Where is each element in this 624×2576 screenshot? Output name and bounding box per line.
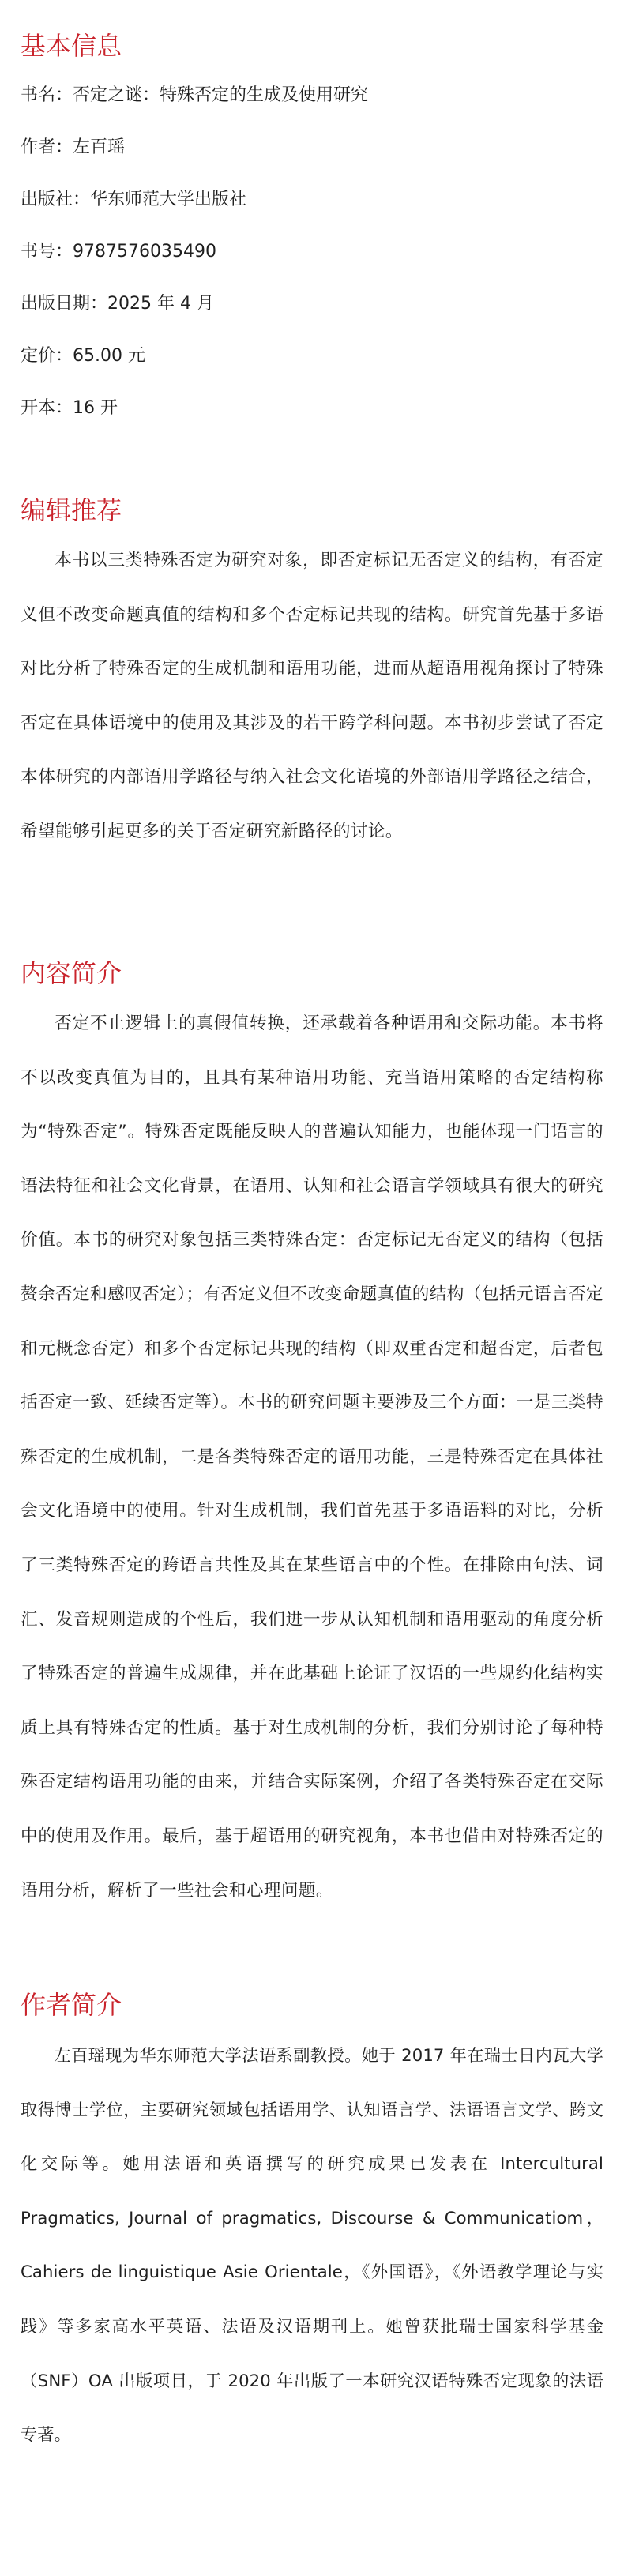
info-line-publish-date: 出版日期：2025 年 4 月 [21,294,214,314]
editor-recommendation-text: 本书以三类特殊否定为研究对象，即否定标记无否定义的结构，有否定义但不改变命题真值的结构和多个否定标记共现的结构。研究首先基于多语对比分析了特殊否定的生成机制和语用功能，进而从超语用视角探讨了特殊否定在具体语境中的使用及其涉及的若干跨学科问题。本书初步尝试了否定本体研究的内部语用学路径与纳入社会文化语境的外部语用学路径之结合，希望能够引起更多的关于否定研究新路径的讨论。 [21,551,603,841]
author-intro-heading: 作者简介 [21,1990,122,2020]
info-line-book-title: 书名：否定之谜：特殊否定的生成及使用研究 [21,85,369,105]
author-intro-text: 左百瑶现为华东师范大学法语系副教授。她于 2017 年在瑞士日内瓦大学取得博士学位，主要研究领域包括语用学、认知语言学、法语语言文学、跨文化交际等。她用法语和英语撰写的研究成果已发表在 Intercultural Pragmatics, Journal of pragmatics, Discourse & Communicatiom，Cahiers de linguistique Asie Orientale，《外国语》，《外语教学理论与实践》等多家高水平英语、法语及汉语期刊上。她曾获批瑞士国家科学基金（SNF）OA 出版项目，于 2020 年出版了一本研究汉语特殊否定现象的法语专著。 [21,2045,603,2445]
info-line-publisher: 出版社：华东师范大学出版社 [21,190,247,209]
info-line-format: 开本：16 开 [21,398,118,418]
basic-info-heading: 基本信息 [21,31,122,61]
content-summary-heading: 内容简介 [21,958,122,988]
content-summary-text: 否定不止逻辑上的真假值转换，还承载着各种语用和交际功能。本书将不以改变真值为目的，且具有某种语用功能、充当语用策略的否定结构称为“特殊否定”。特殊否定既能反映人的普遍认知能力，也能体现一门语言的语法特征和社会文化背景，在语用、认知和社会语言学领域具有很大的研究价值。本书的研究对象包括三类特殊否定：否定标记无否定义的结构（包括赘余否定和感叹否定）；有否定义但不改变命题真值的结构（包括元语言否定和元概念否定）和多个否定标记共现的结构（即双重否定和超否定，后者包括否定一致、延续否定等）。本书的研究问题主要涉及三个方面：一是三类特殊否定的生成机制，二是各类特殊否定的语用功能，三是特殊否定在具体社会文化语境中的使用。针对生成机制，我们首先基于多语语料的对比，分析了三类特殊否定的跨语言共性及其在某些语言中的个性。在排除由句法、词汇、发音规则造成的个性后，我们进一步从认知机制和语用驱动的角度分析了特殊否定的普遍生成规律，并在此基础上论证了汉语的一些规约化结构实质上具有特殊否定的性质。基于对生成机制的分析，我们分别讨论了每种特殊否定结构语用功能的由来，并结合实际案例，介绍了各类特殊否定在交际中的使用及作用。最后，基于超语用的研究视角，本书也借由对特殊否定的语用分析，解析了一些社会和心理问题。 [21,1013,603,1901]
info-line-author: 作者：左百瑶 [21,137,126,157]
editor-recommendation-heading: 编辑推荐 [21,495,122,525]
info-line-price: 定价：65.00 元 [21,346,145,366]
info-line-isbn: 书号：9787576035490 [21,242,216,261]
